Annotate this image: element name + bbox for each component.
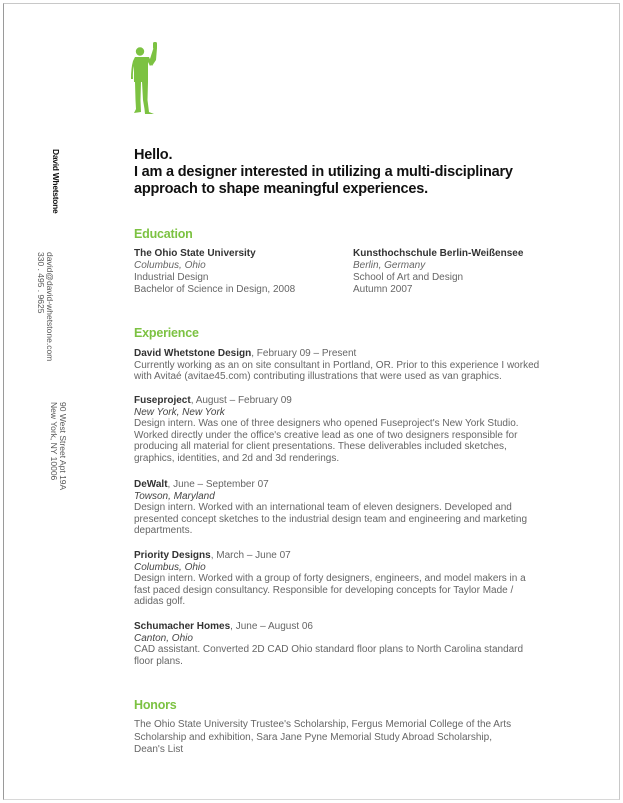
company-name: DeWalt [134, 479, 168, 490]
experience-entry [134, 348, 540, 383]
experience-heading: Experience [134, 326, 199, 340]
experience-entry [134, 621, 524, 667]
contact-phone: 330 . 495 . 9625 [36, 252, 46, 314]
person-waving-logo [131, 42, 161, 115]
education-heading: Education [134, 227, 193, 241]
job-description: Design intern. Was one of three designers who opened Fuseproject's New York Studio. [134, 418, 519, 429]
job-description: CAD assistant. Converted 2D CAD Ohio standard floor plans to North Carolina standard [134, 644, 524, 655]
intro-hello: Hello. [134, 147, 173, 163]
school-program: School of Art and Design [353, 272, 464, 283]
job-dates: , March – June 07 [210, 550, 291, 561]
sidebar-address [49, 402, 67, 490]
school-detail: Autumn 2007 [353, 284, 413, 295]
job-location: Columbus, Ohio [134, 561, 206, 573]
honors-line: Scholarship and exhibition, Sara Jane Pyne Memorial Study Abroad Scholarship, [134, 731, 492, 743]
education-entry [134, 248, 344, 296]
school-name: Kunsthochschule Berlin-Weißensee [353, 248, 524, 259]
job-dates: , February 09 – Present [251, 348, 357, 359]
job-description: Design intern. Worked with a group of forty designers, engineers, and model makers in a [134, 573, 526, 584]
job-description: graphics, identities, and 2d and 3d renderings. [134, 452, 340, 464]
resume-page [3, 3, 620, 800]
job-dates: , June – August 06 [230, 621, 313, 632]
school-name: The Ohio State University [134, 248, 256, 259]
job-description: presented concept sketches to the industrial design team and engineering and marketing [134, 513, 528, 525]
address-line: 90 West Street Apt 19A [58, 402, 68, 491]
intro-line: approach to shape meaningful experiences. [134, 181, 428, 197]
job-description: Worked directly under the office's creative lead as one of two designers responsible for [134, 429, 518, 441]
contact-email[interactable]: david@david-whetstone.com [45, 252, 55, 362]
company-name: David Whetstone Design [134, 348, 252, 359]
job-description: fast paced design consultancy. Responsible for developing concepts for Taylor Made / [134, 584, 514, 596]
experience-entry [134, 550, 526, 608]
job-location: Towson, Maryland [134, 490, 215, 502]
experience-entry [134, 395, 519, 464]
school-program: Industrial Design [134, 272, 209, 283]
school-detail: Bachelor of Science in Design, 2008 [134, 284, 296, 295]
sidebar-contact [36, 252, 54, 361]
honors-line: Dean's List [134, 744, 184, 755]
company-name: Schumacher Homes [134, 621, 231, 632]
honors-list [134, 719, 514, 757]
school-location: Berlin, Germany [353, 260, 426, 271]
job-description: floor plans. [134, 655, 183, 667]
education-entry [353, 248, 563, 296]
job-description: adidas golf. [134, 596, 186, 607]
job-description: Design intern. Worked with an international team of eleven designers. Developed and [134, 502, 512, 513]
sidebar-name: David Whetstone [51, 149, 61, 214]
job-description: departments. [134, 525, 193, 536]
job-description: producing all material for client presentations. These deliverables included sketches, [134, 441, 507, 452]
company-name: Priority Designs [134, 550, 211, 561]
experience-entry [134, 479, 528, 537]
job-dates: , June – September 07 [167, 479, 269, 490]
job-description: with Avitaé (avitae45.com) contributing illustrations that were used as van graphics. [134, 371, 502, 382]
address-line: New York, NY 10006 [49, 402, 59, 481]
honors-heading: Honors [134, 698, 177, 712]
honors-line: The Ohio State University Trustee's Scholarship, Fergus Memorial College of the Arts [134, 719, 512, 730]
job-location: New York, New York [134, 406, 225, 418]
job-location: Canton, Ohio [134, 632, 193, 644]
school-location: Columbus, Ohio [134, 260, 206, 271]
intro-line: I am a designer interested in utilizing a multi-disciplinary [134, 164, 513, 180]
job-description: Currently working as an on site consultant in Portland, OR. Prior to this experience I worked [134, 359, 540, 371]
company-name: Fuseproject [134, 395, 191, 406]
intro-statement [134, 147, 554, 198]
job-dates: , August – February 09 [190, 395, 292, 406]
